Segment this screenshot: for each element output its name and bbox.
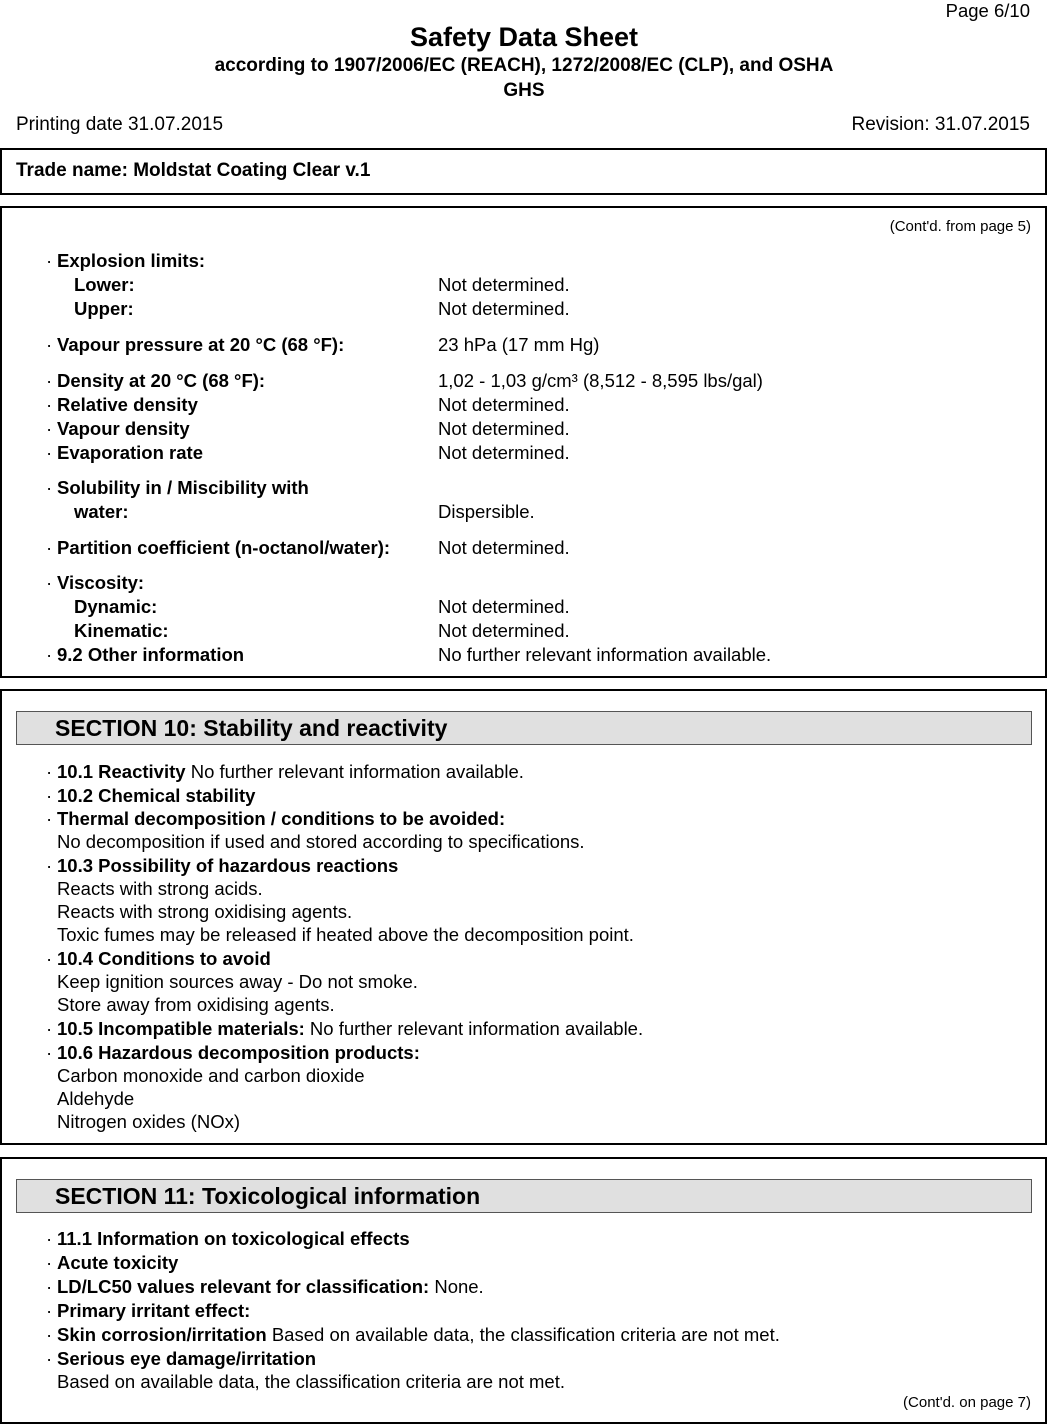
primary-row: · Primary irritant effect: [46,1300,251,1321]
ld-text: None. [429,1276,484,1297]
solubility-row: · Solubility in / Miscibility with [46,477,309,498]
reactivity-text: No further relevant information available. [185,761,524,782]
conditions-label: 10.4 Conditions to avoid [57,948,271,969]
section10-title: SECTION 10: Stability and reactivity [55,715,448,741]
chem-stability-row: · 10.2 Chemical stability [46,785,256,806]
upper-value: Not determined. [438,298,570,319]
vapour-density-value: Not determined. [438,418,570,439]
lower-label: Lower: [74,274,135,295]
section11-box [0,1157,1047,1424]
hazardous-line: Reacts with strong oxidising agents. [57,901,353,922]
revision-date: Revision: 31.07.2015 [851,114,1030,135]
cont-on-page: (Cont'd. on page 7) [903,1394,1031,1411]
hazardous-row: · 10.3 Possibility of hazardous reactions [46,855,399,876]
water-label: water: [74,501,129,522]
partition-row: · Partition coefficient (n-octanol/water): [46,537,391,558]
thermal-text: No decomposition if used and stored according to specifications. [57,831,585,852]
density-value: 1,02 - 1,03 g/cm³ (8,512 - 8,595 lbs/gal) [438,370,763,391]
vapour-pressure-row: · Vapour pressure at 20 °C (68 °F): [46,334,345,355]
dynamic-value: Not determined. [438,596,570,617]
ld-row: · LD/LC50 values relevant for classification: None. [46,1276,484,1297]
kinematic-label: Kinematic: [74,620,169,641]
section11-header [16,1179,1032,1213]
conditions-line: Keep ignition sources away - Do not smoke. [57,971,418,992]
relative-density-row: · Relative density [46,394,198,415]
skin-text: Based on available data, the classification criteria are not met. [266,1324,780,1345]
explosion-limits-row: · Explosion limits: [46,250,206,271]
properties-box [0,206,1047,678]
cont-from-page: (Cont'd. from page 5) [889,218,1031,235]
lower-value: Not determined. [438,274,570,295]
ghs-label: GHS [503,80,545,101]
partition-label: Partition coefficient (n-octanol/water): [57,537,391,558]
section10-box [0,689,1047,1145]
thermal-label: Thermal decomposition / conditions to be avoided: [57,808,506,829]
kinematic-value: Not determined. [438,620,570,641]
section10-header [16,711,1032,745]
evaporation-value: Not determined. [438,442,570,463]
hazardous-line: Toxic fumes may be released if heated above the decomposition point. [57,924,634,945]
upper-label: Upper: [74,298,134,319]
ld-label: LD/LC50 values relevant for classification: [57,1276,430,1297]
trade-name-box [0,148,1047,195]
tox-info-row: · 11.1 Information on toxicological effects [46,1228,410,1249]
eye-label: Serious eye damage/irritation [57,1348,317,1369]
dynamic-label: Dynamic: [74,596,158,617]
acute-label: Acute toxicity [57,1252,179,1273]
incompatible-row: · 10.5 Incompatible materials: No further relevant information available. [46,1018,644,1039]
tox-info-label: 11.1 Information on toxicological effects [57,1228,410,1249]
conditions-line: Store away from oxidising agents. [57,994,335,1015]
printing-date: Printing date 31.07.2015 [16,114,224,135]
vapour-density-label: Vapour density [57,418,190,439]
incompatible-text: No further relevant information available. [304,1018,644,1039]
solubility-label: Solubility in / Miscibility with [57,477,309,498]
other-info-value: No further relevant information available. [438,644,772,665]
reactivity-label: 10.1 Reactivity [57,761,186,782]
other-info-label: 9.2 Other information [57,644,245,665]
partition-value: Not determined. [438,537,570,558]
eye-text: Based on available data, the classification criteria are not met. [57,1371,566,1392]
vapour-pressure-value: 23 hPa (17 mm Hg) [438,334,600,355]
thermal-row: · Thermal decomposition / conditions to be avoided: [46,808,506,829]
relative-density-value: Not determined. [438,394,570,415]
vapour-density-row: · Vapour density [46,418,190,439]
evaporation-row: · Evaporation rate [46,442,203,463]
page-number: Page 6/10 [945,0,1030,21]
document-title: Safety Data Sheet [409,22,639,52]
water-value: Dispersible. [438,501,535,522]
skin-label: Skin corrosion/irritation [57,1324,267,1345]
relative-density-label: Relative density [57,394,198,415]
decomp-line: Nitrogen oxides (NOx) [57,1111,241,1132]
document-subtitle: according to 1907/2006/EC (REACH), 1272/2008/EC (CLP), and OSHA [214,55,834,76]
density-row: · Density at 20 °C (68 °F): [46,370,266,391]
conditions-row: · 10.4 Conditions to avoid [46,948,271,969]
decomp-label: 10.6 Hazardous decomposition products: [57,1042,420,1063]
hazardous-line: Reacts with strong acids. [57,878,263,899]
trade-name: Trade name: Moldstat Coating Clear v.1 [16,160,371,181]
chem-stability-label: 10.2 Chemical stability [57,785,256,806]
other-info-row: · 9.2 Other information [46,644,245,665]
primary-label: Primary irritant effect: [57,1300,251,1321]
hazardous-label: 10.3 Possibility of hazardous reactions [57,855,399,876]
decomp-line: Carbon monoxide and carbon dioxide [57,1065,365,1086]
vapour-pressure-label: Vapour pressure at 20 °C (68 °F): [57,334,345,355]
section11-title: SECTION 11: Toxicological information [55,1183,481,1209]
eye-row: · Serious eye damage/irritation [46,1348,317,1369]
acute-row: · Acute toxicity [46,1252,179,1273]
viscosity-row: · Viscosity: [46,572,145,593]
explosion-limits-label: Explosion limits: [57,250,206,271]
incompatible-label: 10.5 Incompatible materials: [57,1018,305,1039]
density-label: Density at 20 °C (68 °F): [57,370,266,391]
reactivity-row: · 10.1 Reactivity No further relevant information available. [46,761,524,782]
viscosity-label: Viscosity: [57,572,145,593]
evaporation-label: Evaporation rate [57,442,203,463]
decomp-row: · 10.6 Hazardous decomposition products: [46,1042,420,1063]
skin-row: · Skin corrosion/irritation Based on available data, the classification criteria are not met. [46,1324,780,1345]
decomp-line: Aldehyde [57,1088,135,1109]
